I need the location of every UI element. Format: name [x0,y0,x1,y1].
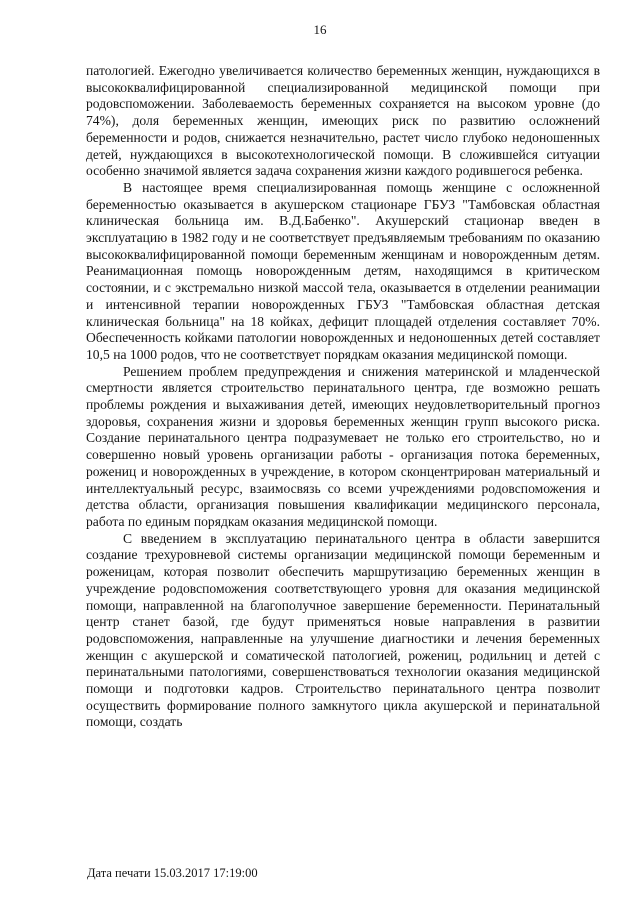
paragraph-current-care: В настоящее время специализированная помощь женщине с осложненной беременностью оказывается в акушерском стационаре ГБУЗ "Тамбовская областная клиническая больница им. В.Д.Бабенко". Акушерский стационар введен в эксплуатацию в 1982 году и не соответствует предъявляемым требованиям по оказанию высококвалифицированной помощи беременным женщинам и новорожденным детям. Реанимационная помощь новорожденным детям, находящимся в критическом состоянии, и с экстремально низкой массой тела, оказывается в отделении реанимации и интенсивной терапии новорожденных ГБУЗ "Тамбовская областная детская клиническая больница" на 18 койках, дефицит площадей отделения составляет 70%. Обеспеченность койками патологии новорожденных и недоношенных детей составляет 10,5 на 1000 родов, что не соответствует порядкам оказания медицинской помощи. [86,179,600,362]
paragraph-three-level-system: С введением в эксплуатацию перинатального центра в области завершится создание трехуровневой системы организации медицинской помощи беременным и роженицам, которая позволит обеспечить маршрутизацию беременных женщин в учреждение родовспоможения соответствующего уровня для оказания медицинской помощи, направленной на благополучное завершение беременности. Перинатальный центр станет базой, где будут применяться новые направления в развитии родовспоможения, направленные на улучшение диагностики и лечения беременных женщин с акушерской и соматической патологией, рожениц, родильниц и детей с перинатальными патологиями, совершенствоваться технологии оказания медицинской помощи и подготовки кадров. Строительство перинатального центра позволит осуществить формирование полного замкнутого цикла акушерской и перинатальной помощи, создать [86,530,600,730]
body-text [86,63,600,731]
page-number: 16 [313,22,327,37]
print-date: Дата печати 15.03.2017 17:19:00 [87,866,258,880]
paragraph-continuation: патологией. Ежегодно увеличивается количество беременных женщин, нуждающихся в высококвалифицированной специализированной медицинской помощи при родовспоможении. Заболеваемость беременных сохраняется на высоком уровне (до 74%), доля беременных женщин, имеющих риск по развитию осложнений беременности и родов, снижается незначительно, растет число глубоко недоношенных детей, нуждающихся в высокотехнологической помощи. В сложившейся ситуации особенно значимой является задача сохранения жизни каждого родившегося ребенка. [86,63,600,179]
paragraph-perinatal-center-solution: Решением проблем предупреждения и снижения материнской и младенческой смертности является строительство перинатального центра, где возможно решать проблемы рождения и выхаживания детей, имеющих неудовлетворительный прогноз здоровья, сохранения жизни и здоровья беременных женщин групп высокого риска. Создание перинатального центра подразумевает не только его строительство, но и совершенно новый уровень организации работы - организация потока беременных, рожениц и новорожденных в учреждение, в котором сконцентрирован материальный и интеллектуальный ресурс, взаимосвязь со всеми учреждениями родовспоможения и детства области, организация повышения квалификации медицинского персонала, работа по единым порядкам оказания медицинской помощи. [86,363,600,529]
